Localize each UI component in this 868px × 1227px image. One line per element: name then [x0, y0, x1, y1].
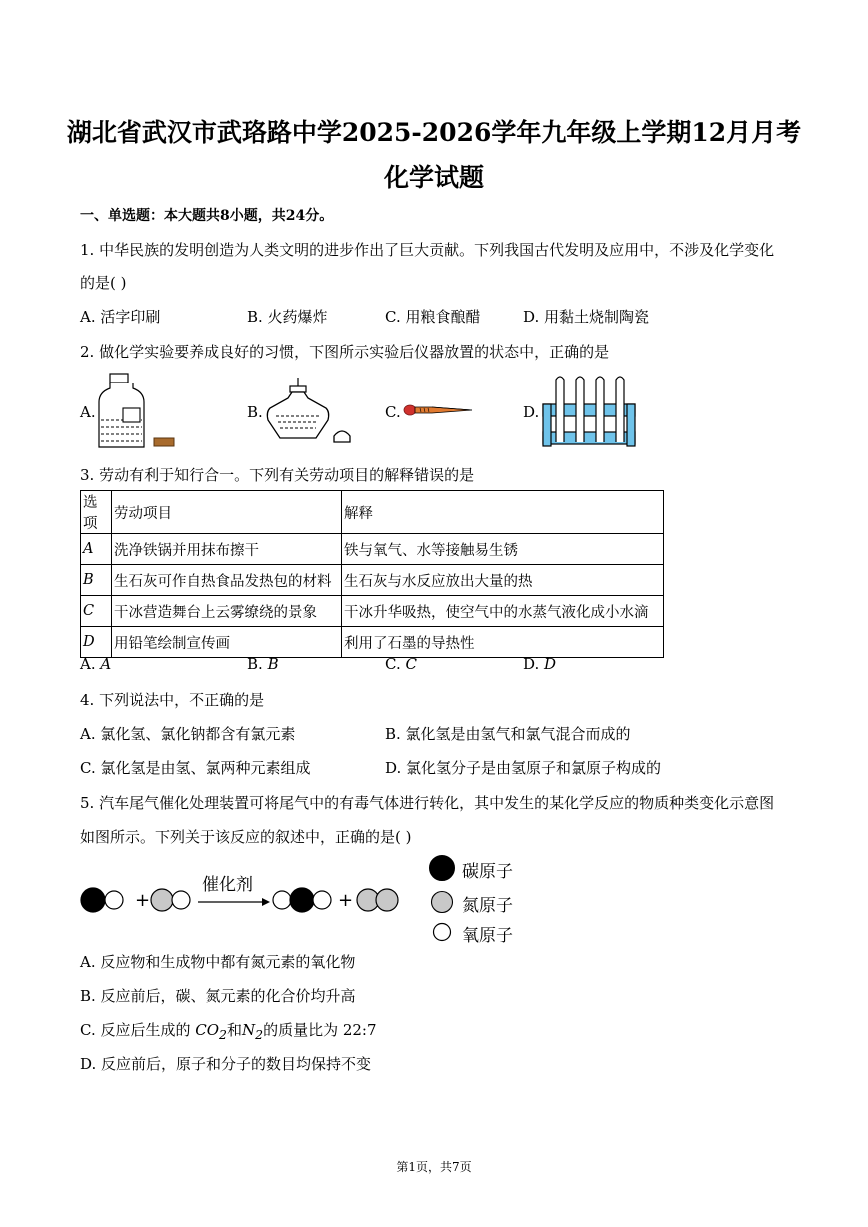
q1-stem-line2: 的是( )	[80, 274, 127, 292]
option-letter: C	[405, 655, 417, 673]
oxygen-atom	[273, 891, 291, 909]
q1-option-d: D. 用黏土烧制陶瓷	[523, 308, 650, 326]
legend-carbon: 碳原子	[462, 862, 513, 882]
q1-option-c: C. 用粮食酿醋	[385, 308, 481, 326]
option-text: 和	[226, 1021, 242, 1039]
table-header-row	[81, 491, 664, 534]
dropper-icon	[402, 401, 474, 419]
catalyst-label: 催化剂	[202, 875, 253, 895]
plus-sign: +	[338, 890, 354, 911]
option-letter: A	[100, 655, 112, 673]
table-cell: C	[81, 596, 112, 627]
table-cell: 干冰营造舞台上云雾缭绕的景象	[112, 596, 342, 627]
table-cell: A	[81, 534, 112, 565]
oxygen-atom-legend-icon	[432, 921, 454, 943]
q3-option-d	[523, 655, 556, 673]
q3-option-b	[247, 655, 279, 673]
option-prefix: B.	[247, 655, 268, 673]
q4-option-b: B. 氯化氢是由氢气和氯气混合而成的	[385, 725, 631, 743]
q4-option-c: C. 氯化氢是由氢、氯两种元素组成	[80, 759, 311, 777]
option-text: 的质量比为 22:7	[263, 1021, 377, 1039]
table-cell: 生石灰可作自热食品发热包的材料	[112, 565, 342, 596]
test-tube-rack-icon	[540, 372, 640, 452]
nitrogen-atom	[376, 889, 398, 911]
oxygen-atom	[313, 891, 331, 909]
option-text: C. 反应后生成的	[80, 1021, 196, 1039]
table-cell: B	[81, 565, 112, 596]
formula-n2	[242, 1021, 264, 1042]
legend-oxygen: 氧原子	[462, 926, 513, 946]
q5-option-d: D. 反应前后，原子和分子的数目均保持不变	[80, 1055, 372, 1073]
carbon-atom	[81, 888, 105, 912]
formula-base: N	[242, 1021, 256, 1039]
option-prefix: D.	[523, 655, 545, 673]
oxygen-atom	[172, 891, 190, 909]
table-header-cell: 劳动项目	[112, 491, 342, 534]
q5-option-a: A. 反应物和生成物中都有氮元素的氧化物	[80, 953, 356, 971]
q2-option-c-label: C.	[385, 403, 401, 421]
q1-option-b: B. 火药爆炸	[247, 308, 328, 326]
page-subtitle: 化学试题	[383, 163, 484, 192]
q3-option-c	[385, 655, 417, 673]
table-cell: 洗净铁锅并用抹布擦干	[112, 534, 342, 565]
table-header-cell: 解释	[342, 491, 664, 534]
q2-option-a-label: A.	[80, 403, 96, 421]
table-cell: 利用了石墨的导热性	[342, 627, 664, 658]
q4-option-d: D. 氯化氢分子是由氢原子和氯原子构成的	[385, 759, 662, 777]
section-heading: 一、单选题：本大题共8小题，共24分。	[80, 208, 334, 224]
q2-stem: 2. 做化学实验要养成良好的习惯，下图所示实验后仪器放置的状态中，正确的是	[80, 343, 610, 361]
option-prefix: A.	[80, 655, 101, 673]
reaction-diagram	[78, 868, 408, 932]
table-cell: D	[81, 627, 112, 658]
page-title: 湖北省武汉市武珞路中学2025-2026学年九年级上学期12月月考	[66, 118, 802, 147]
q1-option-a: A. 活字印刷	[80, 308, 161, 326]
table-row	[81, 565, 664, 596]
alcohol-lamp-icon	[262, 376, 358, 446]
carbon-atom	[290, 888, 314, 912]
q4-option-a: A. 氯化氢、氯化钠都含有氯元素	[80, 725, 296, 743]
table-row	[81, 596, 664, 627]
nitrogen-atom-legend-icon	[430, 889, 456, 915]
q5-option-b: B. 反应前后，碳、氮元素的化合价均升高	[80, 987, 356, 1005]
formula-co2	[195, 1021, 227, 1042]
formula-base: CO	[195, 1021, 220, 1039]
nitrogen-atom	[151, 889, 173, 911]
q5-stem-line1: 5. 汽车尾气催化处理装置可将尾气中的有毒气体进行转化，其中发生的某化学反应的物质种类变化示意图	[80, 794, 775, 812]
formula-subscript: 2	[255, 1027, 264, 1042]
carbon-atom-legend-icon	[428, 853, 458, 883]
reagent-bottle-icon	[96, 372, 178, 452]
plus-sign: +	[135, 890, 151, 911]
arrow-head	[262, 898, 270, 906]
table-cell: 生石灰与水反应放出大量的热	[342, 565, 664, 596]
formula-subscript: 2	[219, 1027, 227, 1042]
option-letter: B	[267, 655, 279, 673]
table-header-cell: 选项	[81, 491, 112, 534]
q3-table	[80, 490, 664, 658]
legend-nitrogen: 氮原子	[462, 896, 513, 916]
q3-option-a	[80, 655, 111, 673]
option-letter: D	[544, 655, 557, 673]
page-footer: 第1页，共7页	[396, 1160, 472, 1174]
oxygen-atom	[105, 891, 123, 909]
q5-option-c	[80, 1019, 377, 1042]
table-cell: 铁与氧气、水等接触易生锈	[342, 534, 664, 565]
q5-stem-line2: 如图所示。下列关于该反应的叙述中，正确的是( )	[80, 828, 412, 846]
q3-stem: 3. 劳动有利于知行合一。下列有关劳动项目的解释错误的是	[80, 466, 475, 484]
q2-option-b-label: B.	[247, 403, 263, 421]
table-row	[81, 627, 664, 658]
table-cell: 干冰升华吸热，使空气中的水蒸气液化成小水滴	[342, 596, 664, 627]
table-row	[81, 534, 664, 565]
q4-stem: 4. 下列说法中，不正确的是	[80, 691, 265, 709]
q2-option-d-label: D.	[523, 403, 540, 421]
q1-stem-line1: 1. 中华民族的发明创造为人类文明的进步作出了巨大贡献。下列我国古代发明及应用中，不涉及化学变化	[80, 241, 775, 259]
table-cell: 用铅笔绘制宣传画	[112, 627, 342, 658]
option-prefix: C.	[385, 655, 406, 673]
